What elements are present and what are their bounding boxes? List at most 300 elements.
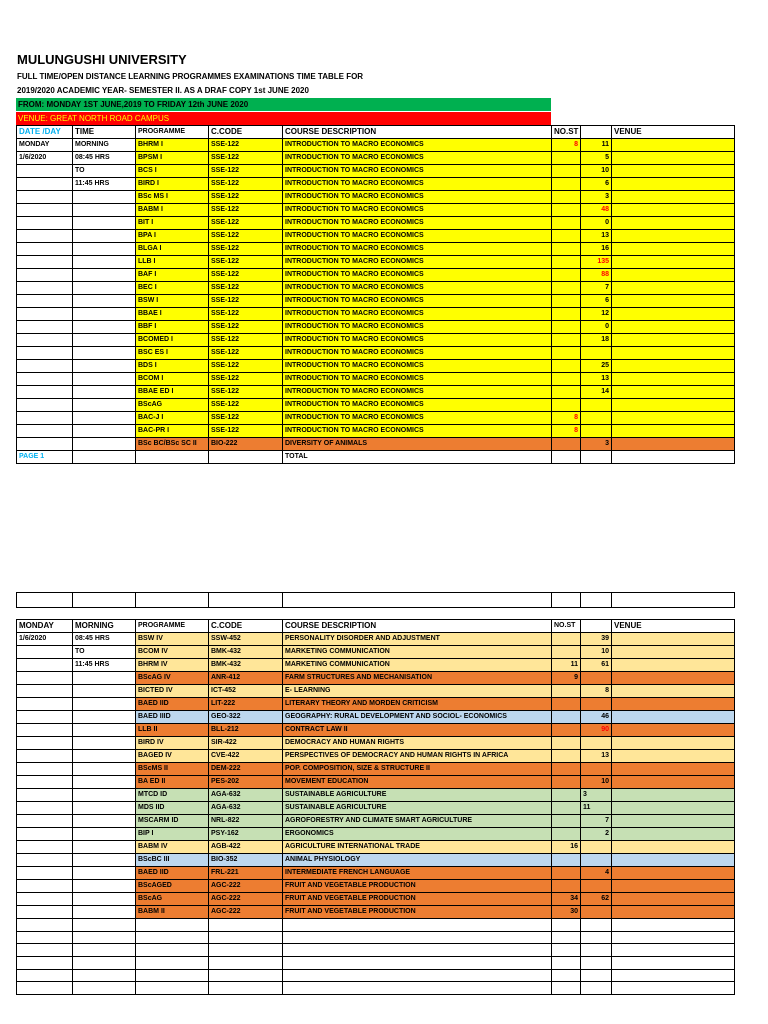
empty-row: [17, 969, 735, 982]
course-code-cell: SSW-452: [209, 633, 283, 646]
programme-cell: BHRM I: [136, 139, 209, 152]
venue-cell: [612, 438, 735, 451]
course-description-cell: INTRODUCTION TO MACRO ECONOMICS: [283, 243, 552, 256]
course-description-cell: INTRODUCTION TO MACRO ECONOMICS: [283, 399, 552, 412]
programme-cell: MDS IID: [136, 802, 209, 815]
course-code-cell: LIT-222: [209, 698, 283, 711]
venue-cell: [612, 360, 735, 373]
programme-cell: BSW IV: [136, 633, 209, 646]
no-students-cell: [552, 633, 581, 646]
programme-cell: BIP I: [136, 828, 209, 841]
empty-cell: [283, 919, 552, 932]
course-description-cell: PERSPECTIVES OF DEMOCRACY AND HUMAN RIGHTS IN AFRICA: [283, 750, 552, 763]
course-code-cell: SSE-122: [209, 204, 283, 217]
table-row: [17, 425, 735, 438]
day-cell: [17, 737, 73, 750]
venue-cell: [612, 724, 735, 737]
day-cell: [17, 230, 73, 243]
venue-count-cell: [581, 880, 612, 893]
venue-cell: [612, 282, 735, 295]
empty-cell: [581, 919, 612, 932]
course-description-cell: INTRODUCTION TO MACRO ECONOMICS: [283, 360, 552, 373]
no-students-cell: [552, 646, 581, 659]
empty-cell: [209, 931, 283, 944]
no-students-cell: [552, 152, 581, 165]
empty-row: [17, 957, 735, 970]
empty-cell: [552, 969, 581, 982]
empty-cell: [552, 982, 581, 995]
empty-cell: [17, 919, 73, 932]
no-students-cell: [552, 308, 581, 321]
no-students-cell: [552, 711, 581, 724]
course-description-cell: INTRODUCTION TO MACRO ECONOMICS: [283, 295, 552, 308]
course-code-cell: BMK-432: [209, 659, 283, 672]
table-row: [17, 776, 735, 789]
course-description-cell: INTRODUCTION TO MACRO ECONOMICS: [283, 217, 552, 230]
day-cell: [17, 880, 73, 893]
course-description-cell: CONTRACT LAW II: [283, 724, 552, 737]
venue-count-cell: 61: [581, 659, 612, 672]
course-description-cell: INTRODUCTION TO MACRO ECONOMICS: [283, 178, 552, 191]
table-row: [17, 659, 735, 672]
table-row: [17, 802, 735, 815]
day-cell: [17, 854, 73, 867]
venue-count-cell: 3: [581, 438, 612, 451]
venue-count-cell: [581, 763, 612, 776]
course-description-cell: DEMOCRACY AND HUMAN RIGHTS: [283, 737, 552, 750]
empty-cell: [581, 982, 612, 995]
venue-cell: [612, 295, 735, 308]
course-description-cell: INTRODUCTION TO MACRO ECONOMICS: [283, 425, 552, 438]
time-cell: [73, 815, 136, 828]
venue-cell: [612, 789, 735, 802]
course-code-cell: SSE-122: [209, 360, 283, 373]
empty-cell: [73, 982, 136, 995]
programme-cell: BIT I: [136, 217, 209, 230]
programme-cell: MSCARM ID: [136, 815, 209, 828]
venue-cell: [612, 334, 735, 347]
timetable-2: [16, 619, 735, 995]
table-row: [17, 828, 735, 841]
empty-cell: [581, 931, 612, 944]
day-cell: [17, 841, 73, 854]
venue-cell: [612, 880, 735, 893]
venue-count-cell: 7: [581, 815, 612, 828]
course-code-cell: AGC-222: [209, 906, 283, 919]
programme-cell: BHRM IV: [136, 659, 209, 672]
empty-cell: [136, 982, 209, 995]
time-cell: TO: [73, 165, 136, 178]
programme-cell: BAED IID: [136, 867, 209, 880]
table-row: [17, 269, 735, 282]
table-row: [17, 711, 735, 724]
venue-cell: [612, 737, 735, 750]
venue-count-cell: 3: [581, 789, 612, 802]
header-row: [17, 620, 735, 633]
no-students-cell: 8: [552, 139, 581, 152]
time-cell: [73, 399, 136, 412]
no-students-cell: [552, 854, 581, 867]
no-students-cell: [552, 763, 581, 776]
table-row: [17, 360, 735, 373]
footer-blank: [73, 451, 136, 464]
empty-cell: [209, 944, 283, 957]
time-cell: [73, 841, 136, 854]
venue-count-cell: 2: [581, 828, 612, 841]
no-students-cell: [552, 685, 581, 698]
day-cell: [17, 282, 73, 295]
empty-row: [17, 919, 735, 932]
time-cell: [73, 230, 136, 243]
course-description-cell: AGRICULTURE INTERNATIONAL TRADE: [283, 841, 552, 854]
time-cell: [73, 698, 136, 711]
empty-cell: [581, 957, 612, 970]
venue-count-cell: 3: [581, 191, 612, 204]
no-students-cell: [552, 269, 581, 282]
table-row: [17, 685, 735, 698]
header-time: MORNING: [73, 620, 136, 633]
venue-cell: [612, 412, 735, 425]
course-code-cell: ICT-452: [209, 685, 283, 698]
page-label: PAGE 1: [17, 451, 73, 464]
venue-count-cell: [581, 906, 612, 919]
time-cell: [73, 360, 136, 373]
table-row: [17, 230, 735, 243]
course-code-cell: BIO-352: [209, 854, 283, 867]
venue-count-cell: [581, 347, 612, 360]
programme-cell: BScBC III: [136, 854, 209, 867]
course-code-cell: AGB-422: [209, 841, 283, 854]
no-students-cell: [552, 347, 581, 360]
empty-row: [17, 931, 735, 944]
course-description-cell: AGROFORESTRY AND CLIMATE SMART AGRICULTURE: [283, 815, 552, 828]
no-students-cell: [552, 698, 581, 711]
no-students-cell: [552, 802, 581, 815]
day-cell: [17, 438, 73, 451]
footer-blank: [209, 451, 283, 464]
no-students-cell: 8: [552, 425, 581, 438]
venue-cell: [612, 256, 735, 269]
table-row: [17, 178, 735, 191]
course-code-cell: SSE-122: [209, 373, 283, 386]
course-code-cell: FRL-221: [209, 867, 283, 880]
table-row: [17, 633, 735, 646]
time-cell: [73, 425, 136, 438]
time-cell: [73, 412, 136, 425]
course-description-cell: MOVEMENT EDUCATION: [283, 776, 552, 789]
day-cell: [17, 815, 73, 828]
venue-count-cell: 13: [581, 373, 612, 386]
day-cell: [17, 711, 73, 724]
course-code-cell: SSE-122: [209, 386, 283, 399]
venue-count-cell: [581, 854, 612, 867]
table-row: [17, 399, 735, 412]
venue-cell: [612, 659, 735, 672]
venue-cell: [612, 204, 735, 217]
day-cell: [17, 256, 73, 269]
venue-cell: [612, 386, 735, 399]
course-description-cell: DIVERSITY OF ANIMALS: [283, 438, 552, 451]
course-description-cell: INTRODUCTION TO MACRO ECONOMICS: [283, 373, 552, 386]
programme-cell: BICTED IV: [136, 685, 209, 698]
timetable-1: [16, 125, 735, 464]
venue-count-cell: [581, 737, 612, 750]
header-course-description: COURSE DESCRIPTION: [283, 126, 552, 139]
day-cell: [17, 685, 73, 698]
table-row: [17, 646, 735, 659]
no-students-cell: [552, 776, 581, 789]
venue-count-cell: 5: [581, 152, 612, 165]
empty-cell: [581, 969, 612, 982]
course-description-cell: E- LEARNING: [283, 685, 552, 698]
venue-cell: [612, 646, 735, 659]
time-cell: [73, 269, 136, 282]
course-code-cell: AGA-632: [209, 789, 283, 802]
course-code-cell: ANR-412: [209, 672, 283, 685]
venue-cell: [612, 633, 735, 646]
programme-cell: BLGA I: [136, 243, 209, 256]
day-cell: [17, 178, 73, 191]
course-description-cell: SUSTAINABLE AGRICULTURE: [283, 802, 552, 815]
course-code-cell: SSE-122: [209, 152, 283, 165]
empty-cell: [283, 944, 552, 957]
empty-cell: [612, 957, 735, 970]
header-date: MONDAY: [17, 620, 73, 633]
header-no-students: NO.ST: [552, 620, 581, 633]
venue-count-cell: 135: [581, 256, 612, 269]
venue-cell: [612, 815, 735, 828]
venue-cell: [612, 425, 735, 438]
venue-cell: [612, 893, 735, 906]
header-spacer: [581, 126, 612, 139]
no-students-cell: [552, 373, 581, 386]
header-programme: PROGRAMME: [136, 620, 209, 633]
blank-row: [17, 593, 735, 608]
empty-cell: [136, 969, 209, 982]
time-cell: [73, 906, 136, 919]
programme-cell: MTCD ID: [136, 789, 209, 802]
table-row: [17, 893, 735, 906]
table-row: [17, 152, 735, 165]
course-description-cell: FRUIT AND VEGETABLE PRODUCTION: [283, 893, 552, 906]
timetable-heading: FULL TIME/OPEN DISTANCE LEARNING PROGRAMMES EXAMINATIONS TIME TABLE FOR: [17, 72, 364, 81]
academic-year-line: 2019/2020 ACADEMIC YEAR- SEMESTER II. AS A DRAF COPY 1st JUNE 2020: [17, 86, 309, 95]
programme-cell: BSC ES I: [136, 347, 209, 360]
course-code-cell: SSE-122: [209, 256, 283, 269]
programme-cell: BScAGED: [136, 880, 209, 893]
day-cell: [17, 906, 73, 919]
table-row: [17, 321, 735, 334]
programme-cell: BCOM IV: [136, 646, 209, 659]
course-description-cell: INTRODUCTION TO MACRO ECONOMICS: [283, 386, 552, 399]
footer-blank: [612, 451, 735, 464]
no-students-cell: [552, 217, 581, 230]
university-title: MULUNGUSHI UNIVERSITY: [17, 52, 187, 67]
day-cell: [17, 191, 73, 204]
time-cell: [73, 308, 136, 321]
course-description-cell: MARKETING COMMUNICATION: [283, 646, 552, 659]
empty-cell: [136, 957, 209, 970]
table-row: [17, 256, 735, 269]
time-cell: [73, 217, 136, 230]
table-row: [17, 334, 735, 347]
time-cell: [73, 802, 136, 815]
empty-cell: [209, 919, 283, 932]
blank-row-table: [16, 592, 735, 608]
venue-count-cell: 13: [581, 230, 612, 243]
day-cell: [17, 321, 73, 334]
day-cell: [17, 646, 73, 659]
course-description-cell: INTRODUCTION TO MACRO ECONOMICS: [283, 282, 552, 295]
no-students-cell: [552, 789, 581, 802]
day-cell: [17, 399, 73, 412]
venue-cell: [612, 152, 735, 165]
course-description-cell: SUSTAINABLE AGRICULTURE: [283, 789, 552, 802]
empty-cell: [612, 931, 735, 944]
header-course-description: COURSE DESCRIPTION: [283, 620, 552, 633]
table-row: [17, 841, 735, 854]
venue-cell: [612, 269, 735, 282]
empty-cell: [209, 957, 283, 970]
day-cell: [17, 425, 73, 438]
time-cell: 11:45 HRS: [73, 659, 136, 672]
venue-count-cell: [581, 672, 612, 685]
no-students-cell: [552, 295, 581, 308]
course-code-cell: SIR-422: [209, 737, 283, 750]
time-cell: [73, 347, 136, 360]
footer-blank: [552, 451, 581, 464]
no-students-cell: [552, 360, 581, 373]
day-cell: [17, 776, 73, 789]
course-code-cell: SSE-122: [209, 282, 283, 295]
programme-cell: BABM IV: [136, 841, 209, 854]
course-description-cell: GEOGRAPHY: RURAL DEVELOPMENT AND SOCIOL- ECONOMICS: [283, 711, 552, 724]
venue-cell: [612, 178, 735, 191]
venue-cell: [612, 217, 735, 230]
course-code-cell: SSE-122: [209, 321, 283, 334]
course-code-cell: BMK-432: [209, 646, 283, 659]
venue-count-cell: 88: [581, 269, 612, 282]
no-students-cell: [552, 178, 581, 191]
venue-count-cell: [581, 399, 612, 412]
footer-blank: [581, 451, 612, 464]
empty-cell: [136, 919, 209, 932]
programme-cell: BCOM I: [136, 373, 209, 386]
programme-cell: BPA I: [136, 230, 209, 243]
empty-cell: [17, 944, 73, 957]
time-cell: MORNING: [73, 139, 136, 152]
day-cell: [17, 204, 73, 217]
no-students-cell: [552, 867, 581, 880]
venue-count-cell: 90: [581, 724, 612, 737]
time-cell: [73, 763, 136, 776]
table-row: [17, 373, 735, 386]
venue-cell: [612, 750, 735, 763]
empty-row: [17, 944, 735, 957]
header-course-code: C.CODE: [209, 620, 283, 633]
programme-cell: BA ED II: [136, 776, 209, 789]
time-cell: 08:45 HRS: [73, 633, 136, 646]
venue-cell: [612, 906, 735, 919]
course-code-cell: SSE-122: [209, 165, 283, 178]
table-row: [17, 815, 735, 828]
venue-count-cell: [581, 412, 612, 425]
empty-cell: [283, 982, 552, 995]
day-cell: [17, 802, 73, 815]
programme-cell: BEC I: [136, 282, 209, 295]
programme-cell: BCS I: [136, 165, 209, 178]
no-students-cell: [552, 438, 581, 451]
course-description-cell: INTRODUCTION TO MACRO ECONOMICS: [283, 230, 552, 243]
table-row: [17, 698, 735, 711]
time-cell: [73, 880, 136, 893]
course-description-cell: INTRODUCTION TO MACRO ECONOMICS: [283, 269, 552, 282]
programme-cell: BAC-PR I: [136, 425, 209, 438]
course-code-cell: SSE-122: [209, 178, 283, 191]
time-cell: [73, 256, 136, 269]
programme-cell: BSc BC/BSc SC II: [136, 438, 209, 451]
venue-bar: VENUE: GREAT NORTH ROAD CAMPUS: [16, 112, 551, 125]
day-cell: [17, 165, 73, 178]
empty-cell: [17, 982, 73, 995]
course-description-cell: INTRODUCTION TO MACRO ECONOMICS: [283, 347, 552, 360]
time-cell: 08:45 HRS: [73, 152, 136, 165]
empty-cell: [552, 919, 581, 932]
venue-cell: [612, 243, 735, 256]
venue-cell: [612, 685, 735, 698]
day-cell: [17, 659, 73, 672]
no-students-cell: [552, 243, 581, 256]
programme-cell: BScAG IV: [136, 672, 209, 685]
no-students-cell: 30: [552, 906, 581, 919]
table-row: [17, 295, 735, 308]
course-description-cell: INTRODUCTION TO MACRO ECONOMICS: [283, 256, 552, 269]
table-row: [17, 438, 735, 451]
venue-cell: [612, 802, 735, 815]
venue-count-cell: 48: [581, 204, 612, 217]
day-cell: [17, 373, 73, 386]
course-description-cell: INTRODUCTION TO MACRO ECONOMICS: [283, 412, 552, 425]
course-code-cell: SSE-122: [209, 399, 283, 412]
venue-cell: [612, 308, 735, 321]
table-row: [17, 763, 735, 776]
day-cell: [17, 217, 73, 230]
venue-cell: [612, 191, 735, 204]
venue-count-cell: 11: [581, 802, 612, 815]
table-row: [17, 217, 735, 230]
venue-cell: [612, 854, 735, 867]
no-students-cell: [552, 880, 581, 893]
day-cell: [17, 724, 73, 737]
venue-cell: [612, 841, 735, 854]
time-cell: [73, 893, 136, 906]
venue-cell: [612, 776, 735, 789]
venue-cell: [612, 867, 735, 880]
time-cell: [73, 321, 136, 334]
course-description-cell: POP. COMPOSITION, SIZE & STRUCTURE II: [283, 763, 552, 776]
day-cell: [17, 334, 73, 347]
header-time: TIME: [73, 126, 136, 139]
time-cell: [73, 789, 136, 802]
day-cell: [17, 698, 73, 711]
venue-cell: [612, 165, 735, 178]
table-row: [17, 789, 735, 802]
venue-cell: [612, 139, 735, 152]
table-row: [17, 724, 735, 737]
table-row: [17, 139, 735, 152]
day-cell: [17, 243, 73, 256]
programme-cell: BABM II: [136, 906, 209, 919]
